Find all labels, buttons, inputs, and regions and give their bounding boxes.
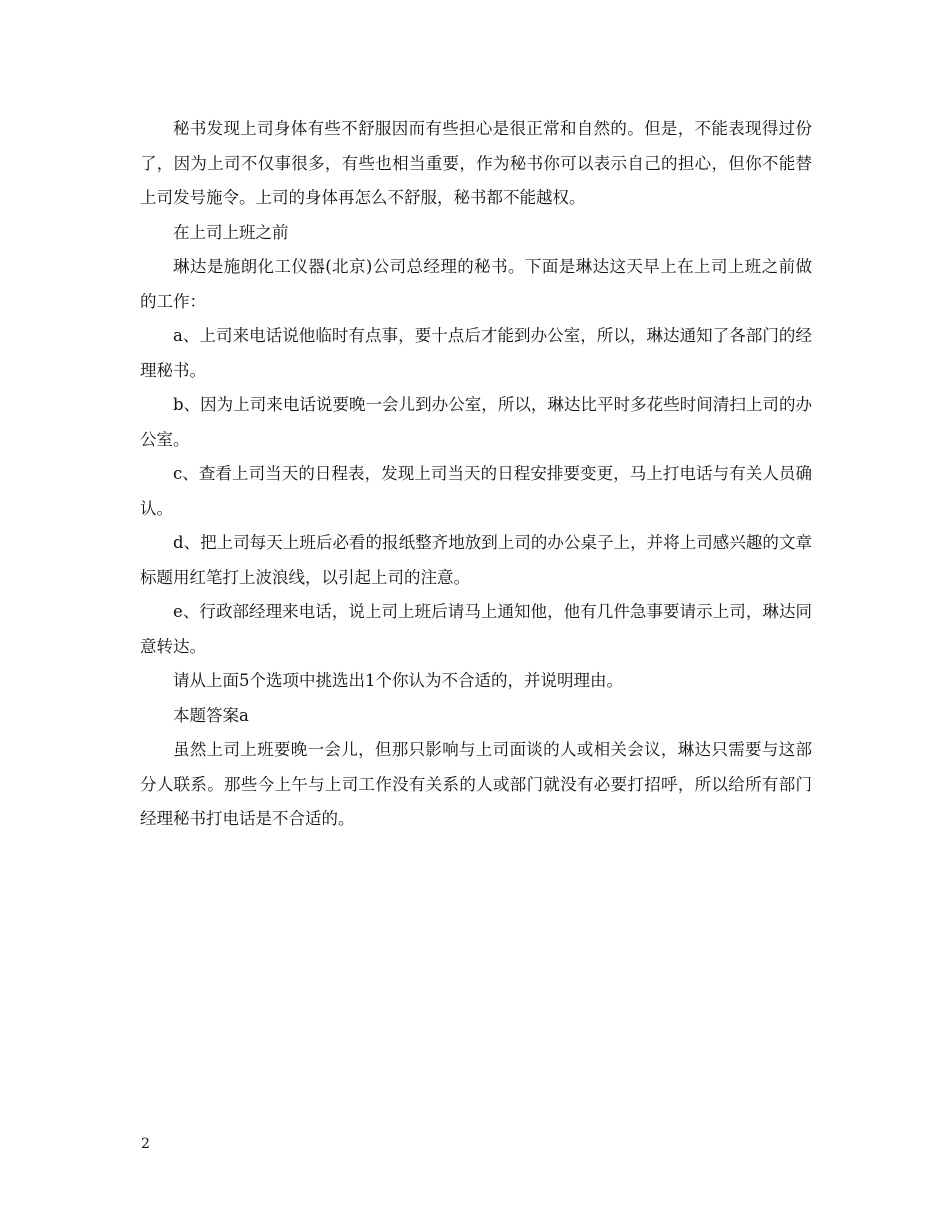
document-body	[140, 112, 812, 837]
option-b: b、因为上司来电话说要晚一会儿到办公室，所以，琳达比平时多花些时间清扫上司的办公室。	[140, 395, 812, 449]
page-number: 2	[141, 1136, 150, 1152]
option-a: a、上司来电话说他临时有点事，要十点后才能到办公室，所以，琳达通知了各部门的经理秘书。	[140, 326, 812, 380]
option-e: e、行政部经理来电话，说上司上班后请马上通知他，他有几件急事要请示上司，琳达同意转达。	[140, 602, 812, 656]
option-d: d、把上司每天上班后必看的报纸整齐地放到上司的办公桌子上，并将上司感兴趣的文章标题用红笔打上波浪线，以引起上司的注意。	[140, 533, 812, 587]
answer-label: 本题答案a	[173, 705, 249, 725]
paragraph: 琳达是施朗化工仪器(北京)公司总经理的秘书。下面是琳达这天早上在上司上班之前做的工作：	[140, 257, 812, 311]
answer-explanation: 虽然上司上班要晚一会儿，但那只影响与上司面谈的人或相关会议，琳达只需要与这部分人联系。那些今上午与上司工作没有关系的人或部门就没有必要打招呼，所以给所有部门经理秘书打电话是不合适的。	[140, 740, 812, 828]
option-c: c、查看上司当天的日程表，发现上司当天的日程安排要变更，马上打电话与有关人员确认。	[140, 464, 812, 518]
question-prompt: 请从上面5个选项中挑选出1个你认为不合适的，并说明理由。	[173, 671, 623, 690]
paragraph: 秘书发现上司身体有些不舒服因而有些担心是很正常和自然的。但是，不能表现得过份了，因为上司不仅事很多，有些也相当重要，作为秘书你可以表示自己的担心，但你不能替上司发号施令。上司的身体再怎么不舒服，秘书都不能越权。	[140, 119, 812, 207]
section-heading: 在上司上班之前	[173, 222, 289, 242]
